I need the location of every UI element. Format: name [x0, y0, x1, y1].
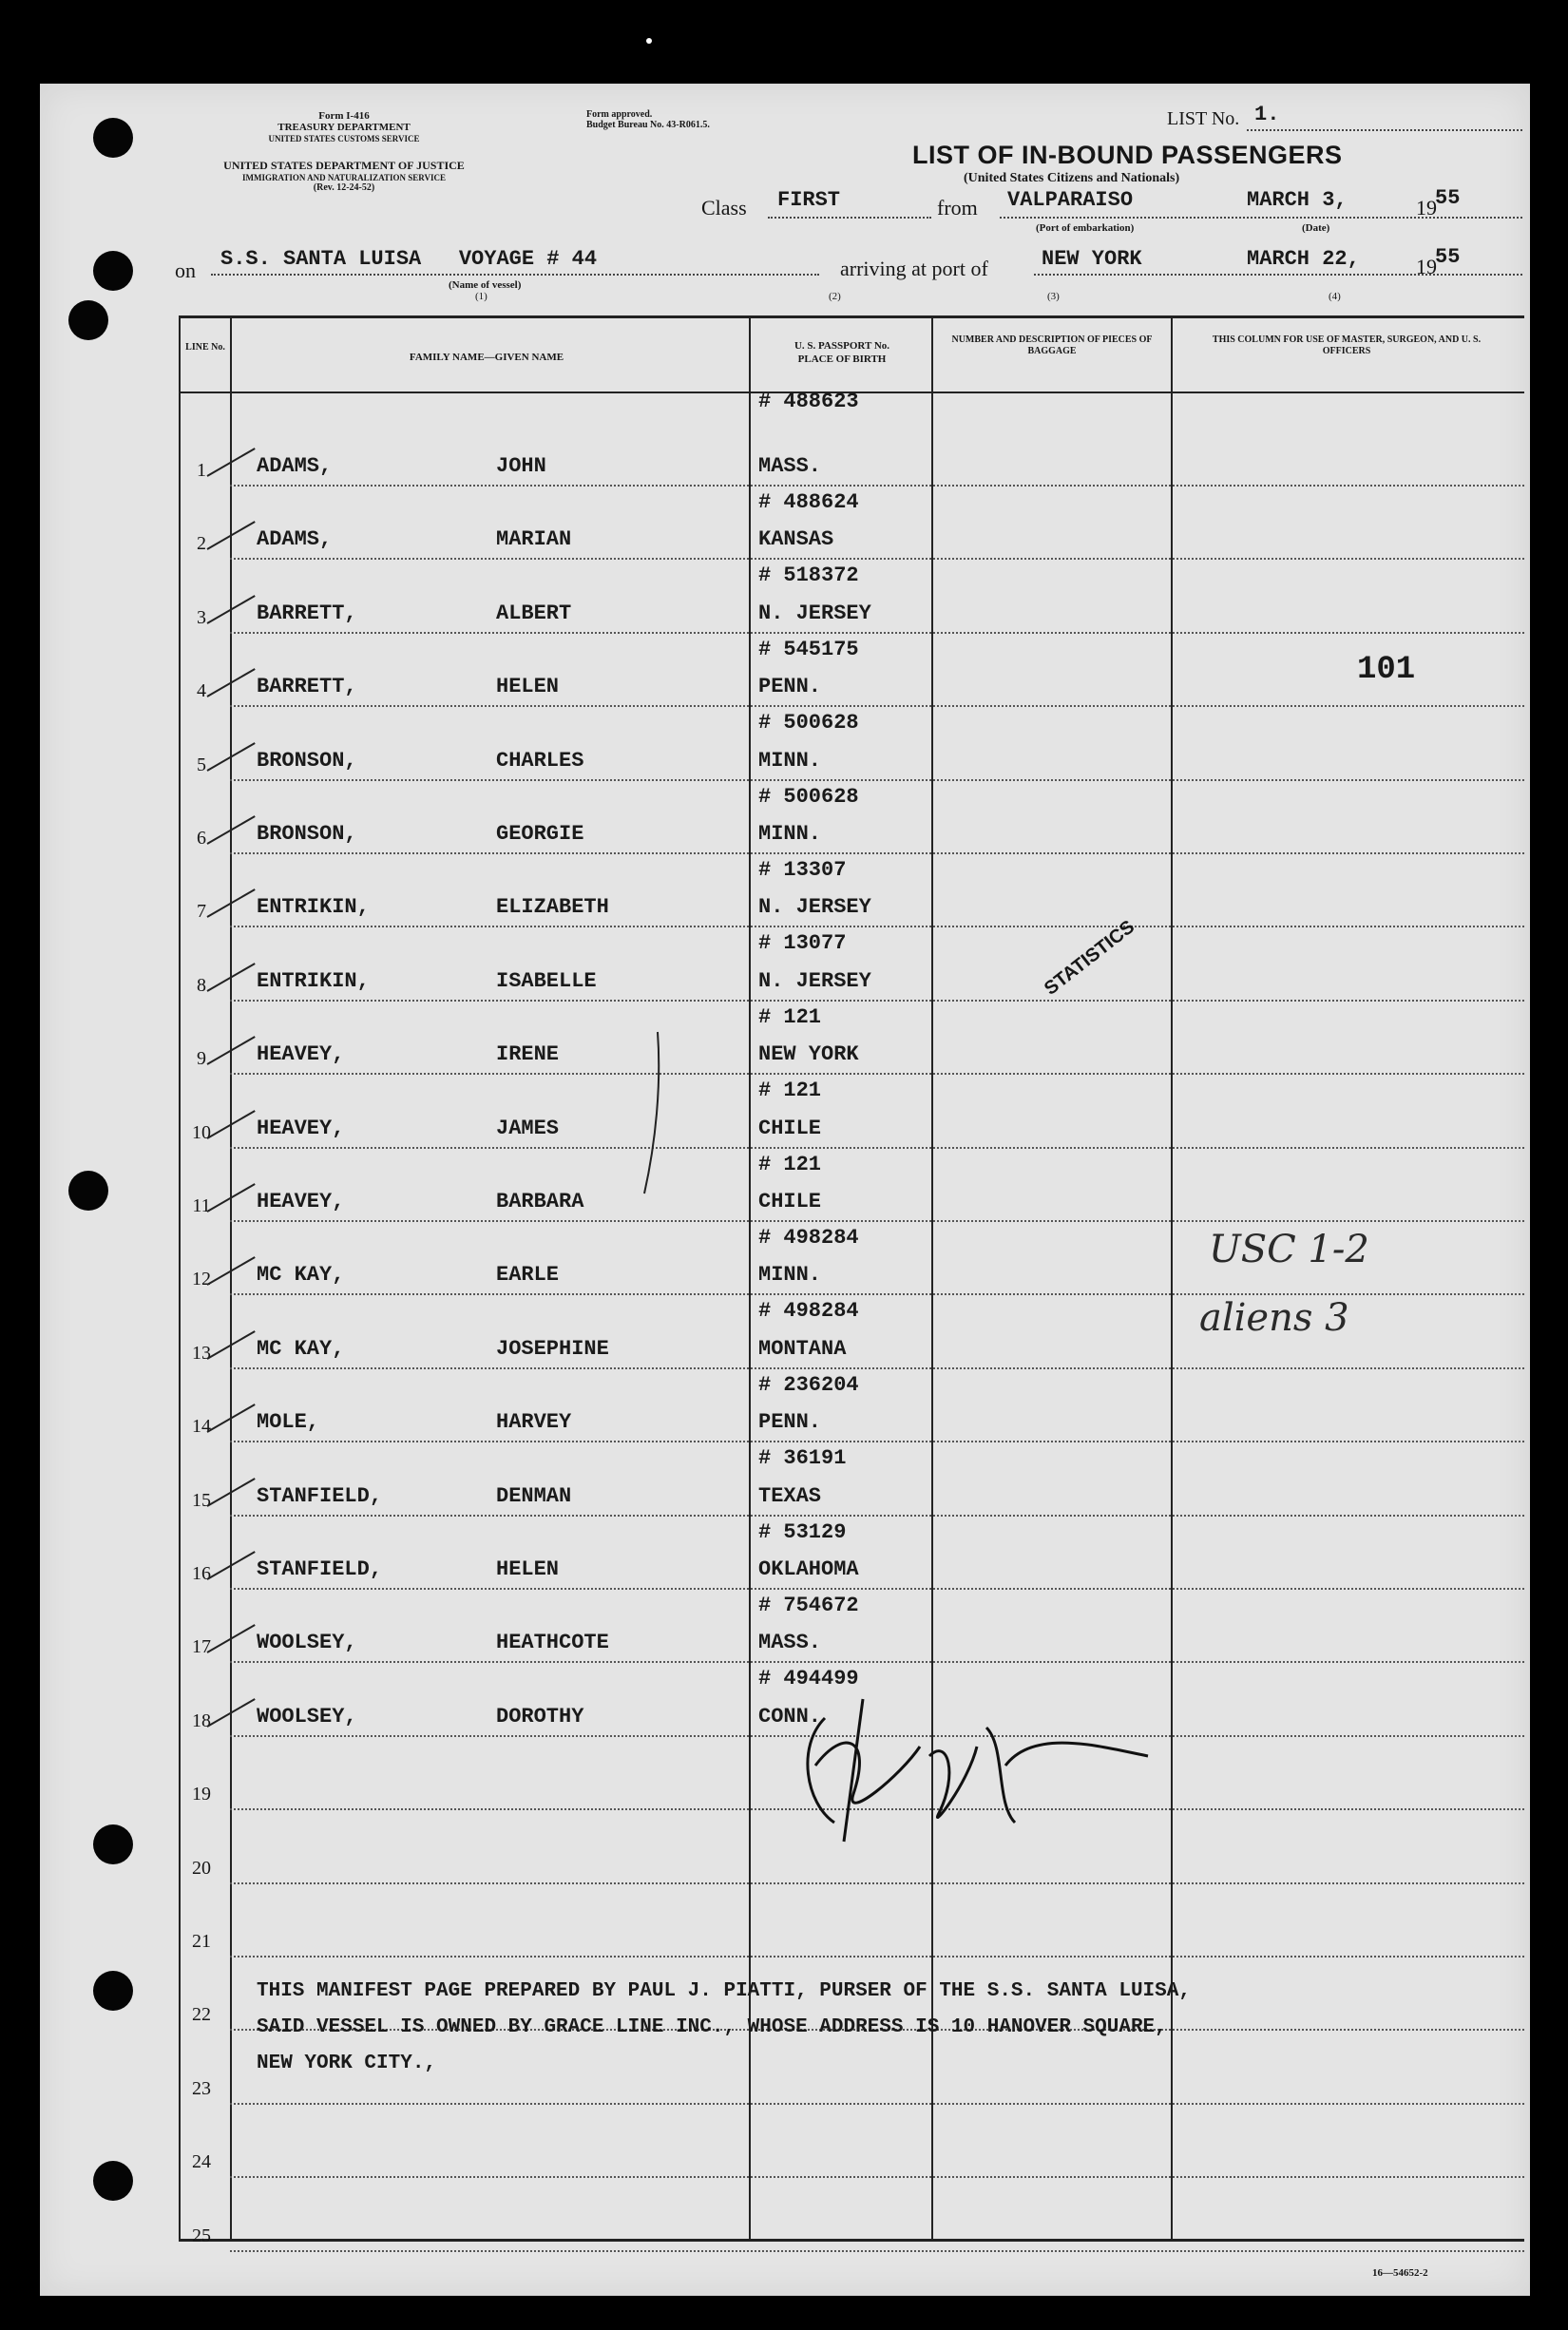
- table-top-rule: [179, 315, 1524, 318]
- given-name: JAMES: [496, 1117, 560, 1140]
- line-number: 13: [192, 1343, 211, 1364]
- year-prefix: 19: [1416, 196, 1437, 220]
- col-header-birthplace: PLACE OF BIRTH: [797, 353, 887, 365]
- passport-number: # 500628: [758, 711, 859, 735]
- row-rule: [230, 2176, 1524, 2178]
- list-no-value: 1.: [1254, 103, 1280, 126]
- row-rule: [230, 558, 1524, 560]
- manifest-sheet: [40, 84, 1530, 2296]
- given-name: BARBARA: [496, 1190, 584, 1213]
- scan-speck: [646, 38, 652, 44]
- family-name: WOOLSEY,: [257, 1631, 357, 1654]
- passport-number: # 488623: [758, 390, 859, 413]
- punch-hole: [68, 1171, 108, 1211]
- row-rule: [230, 1661, 1524, 1663]
- place-of-birth: CONN.: [758, 1705, 822, 1728]
- place-of-birth: OKLAHOMA: [758, 1557, 859, 1581]
- aliens-note: aliens 3: [1199, 1296, 1349, 1340]
- row-rule: [230, 705, 1524, 707]
- family-name: STANFIELD,: [257, 1557, 383, 1581]
- footer-code: 16—54652-2: [1372, 2267, 1428, 2279]
- given-name: JOHN: [496, 454, 546, 478]
- list-subtitle: (United States Citizens and Nationals): [964, 171, 1180, 185]
- family-name: HEAVEY,: [257, 1042, 345, 1066]
- passport-number: # 236204: [758, 1373, 859, 1397]
- place-of-birth: PENN.: [758, 675, 822, 698]
- form-revision: (Rev. 12-24-52): [313, 182, 375, 193]
- arrival-underline: [1034, 274, 1522, 276]
- line-number: 20: [192, 1858, 211, 1879]
- arrival-port-value: NEW YORK: [1042, 247, 1142, 271]
- customs-service: UNITED STATES CUSTOMS SERVICE: [268, 134, 420, 143]
- line-number: 19: [192, 1784, 211, 1805]
- row-rule: [230, 1073, 1524, 1075]
- manifest-note-line-2: SAID VESSEL IS OWNED BY GRACE LINE INC., WHOSE ADDRESS IS 10 HANOVER SQUARE,: [257, 2016, 1167, 2038]
- row-rule: [230, 1441, 1524, 1442]
- manifest-note-line-1: THIS MANIFEST PAGE PREPARED BY PAUL J. PIATTI, PURSER OF THE S.S. SANTA LUISA,: [257, 1980, 1191, 2002]
- place-of-birth: MINN.: [758, 1263, 822, 1287]
- col-caption-2: (2): [829, 291, 841, 302]
- family-name: BARRETT,: [257, 602, 357, 625]
- punch-hole: [93, 1824, 133, 1864]
- officer-number: 101: [1357, 652, 1416, 688]
- passport-number: # 13307: [758, 858, 847, 882]
- col-divider-baggage: [1171, 315, 1173, 2241]
- class-value: FIRST: [777, 188, 841, 212]
- row-rule: [230, 779, 1524, 781]
- line-number: 23: [192, 2078, 211, 2099]
- row-rule: [230, 1882, 1524, 1884]
- statistics-stamp: STATISTICS: [1040, 916, 1139, 1000]
- passport-number: # 518372: [758, 563, 859, 587]
- from-underline: [1000, 217, 1522, 219]
- row-rule: [230, 1588, 1524, 1590]
- date-caption: (Date): [1302, 222, 1330, 234]
- row-rule: [230, 485, 1524, 487]
- col-caption-3: (3): [1047, 291, 1060, 302]
- passport-number: # 500628: [758, 785, 859, 809]
- line-number: 21: [192, 1931, 211, 1952]
- departure-year-value: 55: [1435, 186, 1461, 210]
- dept-name: TREASURY DEPARTMENT: [277, 122, 411, 133]
- usc-note: USC 1-2: [1209, 1228, 1369, 1271]
- line-number: 10: [192, 1122, 211, 1143]
- col-caption-4: (4): [1329, 291, 1341, 302]
- punch-hole: [93, 251, 133, 291]
- line-number: 16: [192, 1563, 211, 1584]
- col-divider-line: [230, 315, 232, 2241]
- budget-bureau: Budget Bureau No. 43-R061.5.: [586, 120, 710, 130]
- given-name: DENMAN: [496, 1484, 572, 1508]
- family-name: ENTRIKIN,: [257, 969, 370, 993]
- year-prefix-2: 19: [1416, 255, 1437, 278]
- line-number: 4: [197, 680, 206, 701]
- family-name: STANFIELD,: [257, 1484, 383, 1508]
- place-of-birth: MASS.: [758, 454, 822, 478]
- given-name: EARLE: [496, 1263, 560, 1287]
- given-name: CHARLES: [496, 749, 584, 773]
- line-number: 8: [197, 975, 206, 996]
- given-name: HELEN: [496, 1557, 560, 1581]
- departure-date-value: MARCH 3,: [1247, 188, 1348, 212]
- line-number: 25: [192, 2225, 211, 2246]
- vessel-underline: [211, 274, 819, 276]
- row-rule: [230, 1956, 1524, 1958]
- given-name: ELIZABETH: [496, 895, 609, 919]
- passport-number: # 754672: [758, 1594, 859, 1617]
- passport-number: # 121: [758, 1153, 822, 1176]
- vessel-caption: (Name of vessel): [449, 279, 522, 291]
- vessel-name-value: S.S. SANTA LUISA VOYAGE # 44: [220, 247, 598, 271]
- list-no-underline: [1247, 129, 1522, 131]
- family-name: BRONSON,: [257, 749, 357, 773]
- passport-number: # 488624: [758, 490, 859, 514]
- place-of-birth: PENN.: [758, 1410, 822, 1434]
- row-rule: [230, 1220, 1524, 1222]
- place-of-birth: CHILE: [758, 1117, 822, 1140]
- family-name: BARRETT,: [257, 675, 357, 698]
- col-divider-name: [749, 315, 751, 2241]
- punch-hole: [93, 2161, 133, 2201]
- place-of-birth: N. JERSEY: [758, 969, 871, 993]
- line-number: 1: [197, 460, 206, 481]
- line-number: 12: [192, 1269, 211, 1289]
- form-number: Form I-416: [318, 110, 370, 122]
- place-of-birth: MONTANA: [758, 1337, 847, 1361]
- line-number: 15: [192, 1490, 211, 1511]
- row-rule: [230, 632, 1524, 634]
- col-header-baggage: NUMBER AND DESCRIPTION OF PIECES OF BAGGAGE: [951, 334, 1153, 356]
- from-port-value: VALPARAISO: [1007, 188, 1134, 212]
- manifest-note-line-3: NEW YORK CITY.,: [257, 2053, 437, 2074]
- line-number: 22: [192, 2004, 211, 2025]
- family-name: ENTRIKIN,: [257, 895, 370, 919]
- justice-dept: UNITED STATES DEPARTMENT OF JUSTICE: [223, 159, 465, 172]
- given-name: DOROTHY: [496, 1705, 584, 1728]
- family-name: WOOLSEY,: [257, 1705, 357, 1728]
- given-name: GEORGIE: [496, 822, 584, 846]
- punch-hole: [93, 118, 133, 158]
- given-name: ISABELLE: [496, 969, 597, 993]
- line-number: 5: [197, 754, 206, 775]
- list-title: LIST OF IN-BOUND PASSENGERS: [912, 141, 1343, 169]
- given-name: HELEN: [496, 675, 560, 698]
- line-number: 17: [192, 1636, 211, 1657]
- table-left-border: [179, 315, 181, 2241]
- family-name: MC KAY,: [257, 1263, 345, 1287]
- given-name: HEATHCOTE: [496, 1631, 609, 1654]
- line-number: 14: [192, 1416, 211, 1437]
- row-rule: [230, 2103, 1524, 2105]
- row-rule: [230, 926, 1524, 927]
- family-name: ADAMS,: [257, 527, 333, 551]
- row-rule: [230, 1367, 1524, 1369]
- given-name: IRENE: [496, 1042, 560, 1066]
- family-name: HEAVEY,: [257, 1190, 345, 1213]
- row-rule: [230, 2250, 1524, 2252]
- given-name: JOSEPHINE: [496, 1337, 609, 1361]
- row-rule: [230, 1293, 1524, 1295]
- col-caption-1: (1): [475, 291, 488, 302]
- passport-number: # 13077: [758, 931, 847, 955]
- line-number: 6: [197, 828, 206, 849]
- place-of-birth: CHILE: [758, 1190, 822, 1213]
- line-number: 7: [197, 901, 206, 922]
- passport-number: # 545175: [758, 638, 859, 661]
- from-label: from: [937, 196, 978, 220]
- row-rule: [230, 1000, 1524, 1002]
- line-number: 2: [197, 533, 206, 554]
- class-label: Class: [701, 196, 747, 220]
- family-bracket: [629, 1028, 667, 1199]
- col-header-officers: THIS COLUMN FOR USE OF MASTER, SURGEON, AND U. S. OFFICERS: [1212, 334, 1482, 356]
- passport-number: # 498284: [758, 1226, 859, 1250]
- place-of-birth: KANSAS: [758, 527, 834, 551]
- passport-number: # 36191: [758, 1446, 847, 1470]
- line-number: 3: [197, 607, 206, 628]
- arriving-label: arriving at port of: [840, 257, 988, 280]
- col-header-name: FAMILY NAME—GIVEN NAME: [409, 352, 564, 363]
- col-header-line-no: LINE No.: [185, 342, 225, 353]
- col-header-passport: U. S. PASSPORT No.: [794, 340, 890, 352]
- place-of-birth: TEXAS: [758, 1484, 822, 1508]
- table-bottom-rule: [179, 2239, 1524, 2242]
- family-name: HEAVEY,: [257, 1117, 345, 1140]
- place-of-birth: MINN.: [758, 749, 822, 773]
- row-rule: [230, 852, 1524, 854]
- passport-number: # 498284: [758, 1299, 859, 1323]
- row-rule: [230, 1515, 1524, 1517]
- line-number: 11: [192, 1195, 211, 1216]
- line-number: 24: [192, 2151, 211, 2172]
- arrival-year-value: 55: [1435, 245, 1461, 269]
- place-of-birth: NEW YORK: [758, 1042, 859, 1066]
- col-divider-passport: [931, 315, 933, 2241]
- place-of-birth: MASS.: [758, 1631, 822, 1654]
- ins-name: IMMIGRATION AND NATURALIZATION SERVICE: [242, 173, 446, 182]
- arrival-date-value: MARCH 22,: [1247, 247, 1360, 271]
- place-of-birth: MINN.: [758, 822, 822, 846]
- family-name: BRONSON,: [257, 822, 357, 846]
- list-no-label: LIST No.: [1167, 108, 1240, 129]
- passport-number: # 494499: [758, 1667, 859, 1690]
- punch-hole: [93, 1971, 133, 2011]
- row-rule: [230, 1147, 1524, 1149]
- port-embark-caption: (Port of embarkation): [1036, 222, 1135, 234]
- given-name: MARIAN: [496, 527, 572, 551]
- on-label: on: [175, 258, 196, 282]
- class-underline: [768, 217, 931, 219]
- place-of-birth: N. JERSEY: [758, 895, 871, 919]
- line-number: 9: [197, 1048, 206, 1069]
- place-of-birth: N. JERSEY: [758, 602, 871, 625]
- form-approved: Form approved.: [586, 109, 653, 120]
- line-number: 18: [192, 1710, 211, 1731]
- passport-number: # 53129: [758, 1520, 847, 1544]
- family-name: ADAMS,: [257, 454, 333, 478]
- given-name: HARVEY: [496, 1410, 572, 1434]
- given-name: ALBERT: [496, 602, 572, 625]
- purser-signature: [787, 1690, 1186, 1851]
- family-name: MOLE,: [257, 1410, 320, 1434]
- passport-number: # 121: [758, 1079, 822, 1102]
- passport-number: # 121: [758, 1005, 822, 1029]
- family-name: MC KAY,: [257, 1337, 345, 1361]
- punch-hole: [68, 300, 108, 340]
